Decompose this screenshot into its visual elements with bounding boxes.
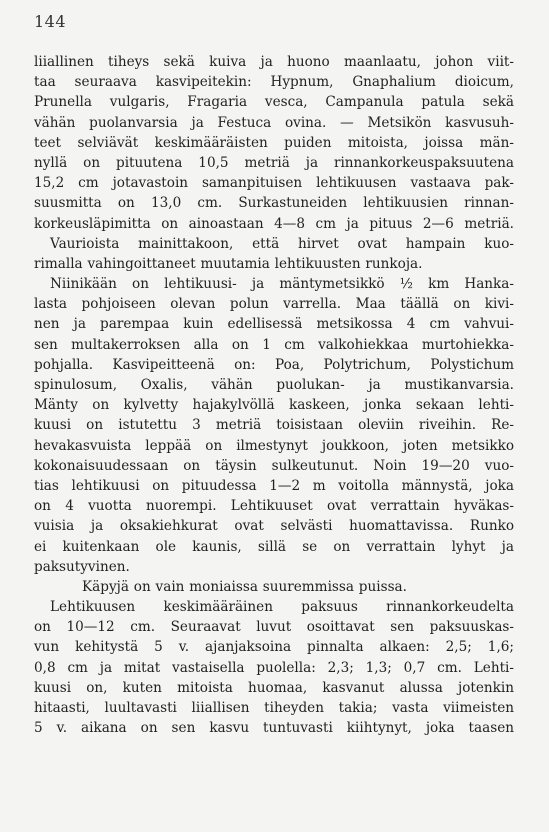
text-line: Vaurioista mainittakoon, että hirvet ovat hampain kuo- — [50, 235, 514, 252]
text-line: hevakasvuista leppää on ilmestynyt joukkoon, joten metsikko — [34, 437, 514, 454]
text-line: Lehtikuusen keskimääräinen paksuus rinnankorkeudelta — [50, 599, 514, 616]
text-line: sen multakerroksen alla on 1 cm valkohiekkaa murtohiekka- — [34, 336, 514, 353]
text-line: pohjalla. Kasvipeitteenä on: Poa, Polytrichum, Polystichum — [34, 356, 514, 373]
text-line: suusmitta on 13,0 cm. Surkastuneiden lehtikuusien rinnan- — [34, 195, 514, 212]
text-line: nyllä on pituutena 10,5 metriä ja rinnankorkeuspaksuutena — [34, 154, 514, 171]
text-line: taa seuraava kasvipeitekin: Hypnum, Gnaphalium dioicum, — [34, 74, 514, 91]
text-line: on 10—12 cm. Seuraavat luvut osoittavat sen paksuuskas- — [34, 619, 514, 636]
text-line: kuusi on, kuten mitoista huomaa, kasvanut alussa jotenkin — [34, 679, 514, 696]
text-line: teet selviävät keskimääräisten puiden mitoista, joissa män- — [34, 134, 514, 151]
text-line: lasta pohjoiseen olevan polun varrella. Maa täällä on kivi- — [34, 296, 514, 313]
text-line: Käpyjä on vain moniaissa suuremmissa puissa. — [82, 578, 407, 595]
text-line: hitaasti, luultavasti liiallisen tiheyden takia; vasta viimeisten — [34, 700, 514, 716]
text-line: on 4 vuotta nuorempi. Lehtikuuset ovat verrattain hyväkas- — [34, 498, 514, 515]
text-line: rimalla vahingoittaneet muutamia lehtikuusten runkoja. — [34, 255, 423, 272]
text-line: Mänty on kylvetty hajakylvöllä kaskeen, jonka sekaan lehti- — [34, 397, 514, 414]
text-line: liiallinen tiheys sekä kuiva ja huono maanlaatu, johon viit- — [34, 54, 514, 70]
body-text — [34, 52, 514, 738]
text-line: korkeusläpimitta on ainoastaan 4—8 cm ja pituus 2—6 metriä. — [34, 215, 514, 232]
text-line: tias lehtikuusi on pituudessa 1—2 m voitolla männystä, joka — [34, 477, 514, 494]
text-line: paksutyvinen. — [34, 558, 130, 575]
text-line: Prunella vulgaris, Fragaria vesca, Campanula patula sekä — [34, 94, 514, 111]
text-line: vuisia ja oksakiehkurat ovat selvästi huomattavissa. Runko — [34, 518, 514, 535]
text-line: kuusi on istutettu 3 metriä toisistaan oleviin riveihin. Re- — [34, 417, 514, 434]
text-line: 0,8 cm ja mitat vastaisella puolella: 2,3; 1,3; 0,7 cm. Lehti- — [34, 659, 514, 676]
text-line: kokonaisuudessaan on täysin sulkeutunut. Noin 19—20 vuo- — [34, 457, 514, 474]
text-line: 15,2 cm jotavastoin samanpituisen lehtikuusen vastaava pak- — [34, 175, 514, 192]
text-line: spinulosum, Oxalis, vähän puolukan- ja mustikanvarsia. — [34, 377, 514, 393]
text-line: ei kuitenkaan ole kaunis, sillä se on verrattain lyhyt ja — [34, 538, 514, 555]
text-line: 5 v. aikana on sen kasvu tuntuvasti kiihtynyt, joka taasen — [34, 720, 514, 737]
text-line: vun kehitystä 5 v. ajanjaksoina pinnalta alkaen: 2,5; 1,6; — [34, 639, 514, 656]
text-line: vähän puolanvarsia ja Festuca ovina. — Metsikön kasvusuh- — [34, 114, 514, 131]
page-number: 144 — [34, 12, 67, 31]
text-line: Niinikään on lehtikuusi- ja mäntymetsikkö ½ km Hanka- — [50, 276, 514, 293]
text-line: nen ja parempaa kuin edellisessä metsikossa 4 cm vahvui- — [34, 316, 514, 333]
